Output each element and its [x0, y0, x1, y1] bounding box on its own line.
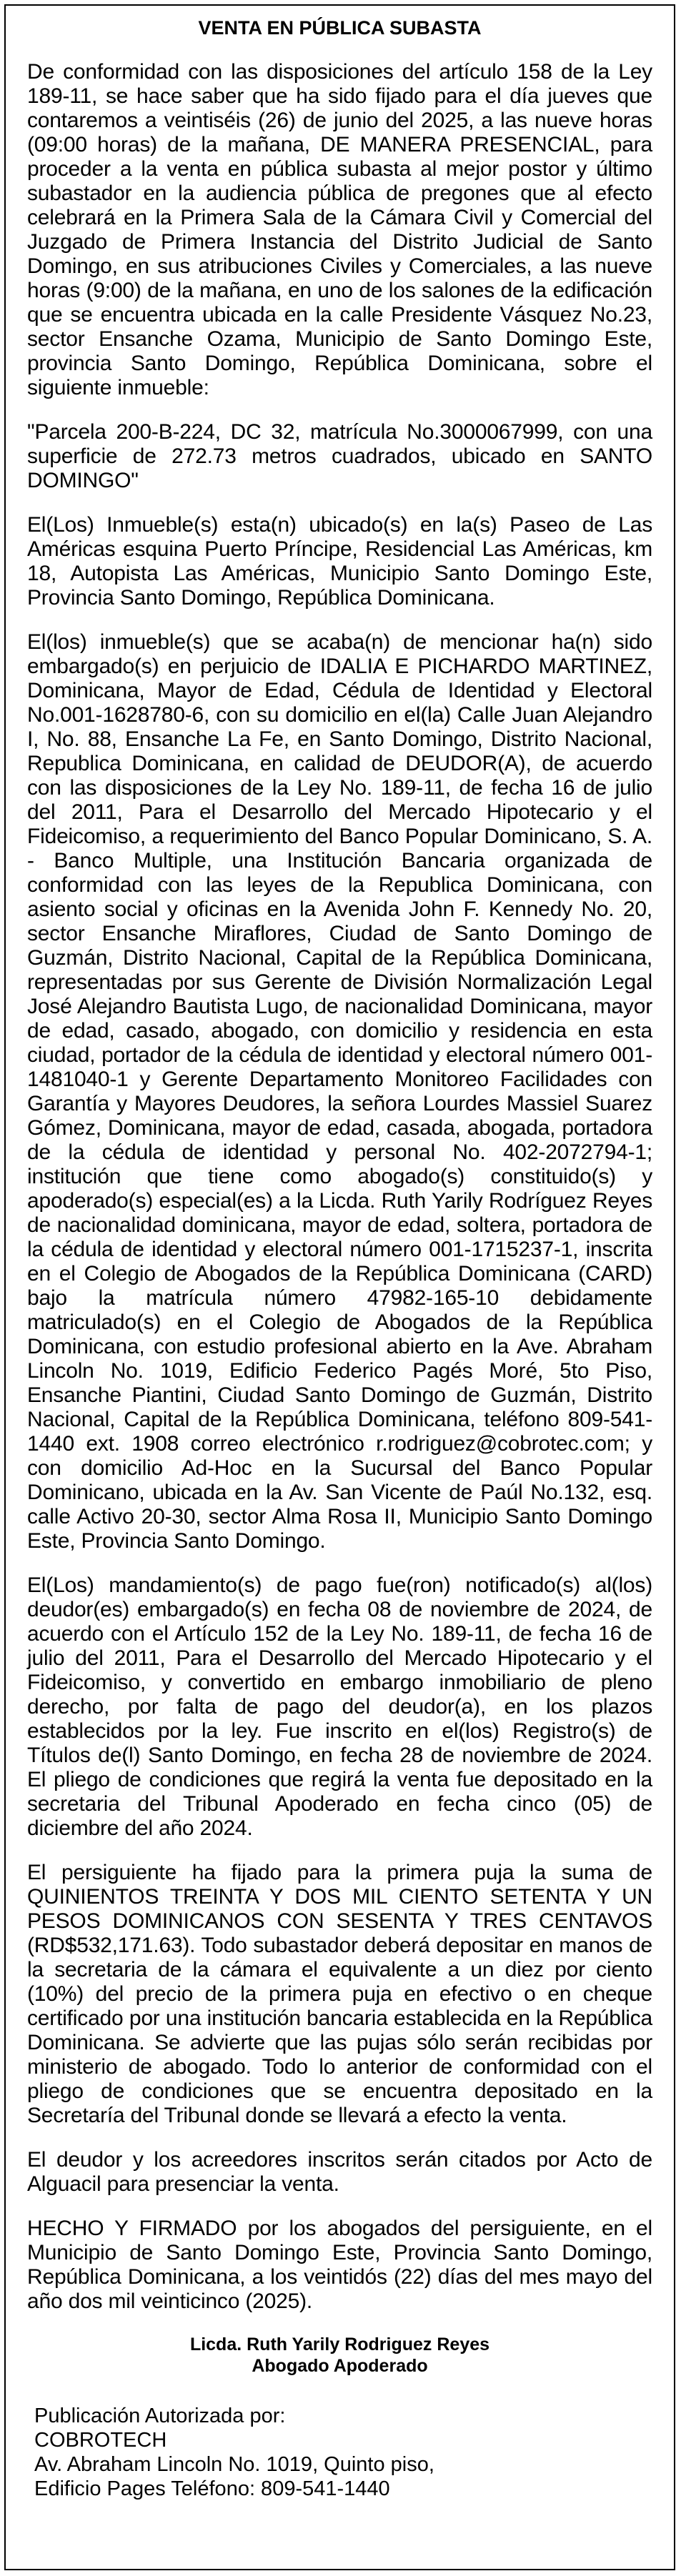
footer-building-phone: Edificio Pages Teléfono: 809-541-1440 [34, 2477, 390, 2500]
signature-role: Abogado Apoderado [252, 2356, 428, 2376]
publication-footer [27, 2404, 652, 2501]
paragraph-auction-announcement: De conformidad con las disposiciones del artículo 158 de la Ley 189-11, se hace saber que ha sido fijado para el día jueves que contaremos a veintiséis (26) de junio del 2025, a las nueve horas (09:00 horas) de la mañana, DE MANERA PRESENCIAL, para proceder a la venta en pública subasta al mejor postor y último subastador en la audiencia pública de pregones que al efecto celebrará en la Primera Sala de la Cámara Civil y Comercial del Juzgado de Primera Instancia del Distrito Judicial de Santo Domingo, en sus atribuciones Civiles y Comerciales, a las nueve horas (9:00) de la mañana, en uno de los salones de la edificación que se encuentra ubicada en la calle Presidente Vásquez No.23, sector Ensanche Ozama, Municipio de Santo Domingo Este, provincia Santo Domingo, República Dominicana, sobre el siguiente inmueble: [27, 60, 652, 399]
footer-authorized-by: Publicación Autorizada por: [34, 2405, 286, 2427]
paragraph-first-bid: El persiguiente ha fijado para la primera puja la suma de QUINIENTOS TREINTA Y DOS MIL CIENTO SETENTA Y UN PESOS DOMINICANOS CON SESENTA Y TRES CENTAVOS (RD$532,171.63). Todo subastador deberá depositar en manos de la secretaria de la cámara el equivalente a un diez por ciento (10%) del precio de la primera puja en efectivo o en cheque certificado por una institución bancaria establecida en la República Dominicana. Se advierte que las pujas sólo serán recibidas por ministerio de abogado. Todo lo anterior de conformidad con el pliego de condiciones que se encuentra depositado en la Secretaría del Tribunal donde se llevará a efecto la venta. [27, 1861, 652, 2127]
footer-address: Av. Abraham Lincoln No. 1019, Quinto piso, [34, 2453, 434, 2476]
paragraph-property-location: El(Los) Inmueble(s) esta(n) ubicado(s) en la(s) Paseo de Las Américas esquina Puerto Príncipe, Residencial Las Américas, km 18, Autopista Las Américas, Municipio Santo Domingo Este, Provincia Santo Domingo, República Dominicana. [27, 513, 652, 610]
signature-name: Licda. Ruth Yarily Rodriguez Reyes [189, 2334, 490, 2354]
paragraph-creditors-citation: El deudor y los acreedores inscritos serán citados por Acto de Alguacil para presenciar la venta. [27, 2148, 652, 2196]
legal-notice [4, 4, 675, 2570]
signature-block [27, 2334, 652, 2377]
paragraph-seizure-details: El(los) inmueble(s) que se acaba(n) de mencionar ha(n) sido embargado(s) en perjuicio de IDALIA E PICHARDO MARTINEZ, Dominicana, Mayor de Edad, Cédula de Identidad y Electoral No.001-1628780-6, con su domicilio en el(la) Calle Juan Alejandro I, No. 88, Ensanche La Fe, en Santo Domingo, Distrito Nacional, Republica Dominicana, en calidad de DEUDOR(A), de acuerdo con las disposiciones de la Ley No. 189-11, de fecha 16 de julio del 2011, Para el Desarrollo del Mercado Hipotecario y el Fideicomiso, a requerimiento del Banco Popular Dominicano, S. A. - Banco Multiple, una Institución Bancaria organizada de conformidad con las leyes de la Republica Dominicana, con asiento social y oficinas en la Avenida John F. Kennedy No. 20, sector Ensanche Miraflores, Ciudad de Santo Domingo de Guzmán, Distrito Nacional, Capital de la República Dominicana, representadas por sus Gerente de División Normalización Legal José Alejandro Bautista Lugo, de nacionalidad Dominicana, mayor de edad, casado, abogado, con domicilio y residencia en esta ciudad, portador de la cédula de identidad y electoral número 001-1481040-1 y Gerente Departamento Monitoreo Facilidades con Garantía y Mayores Deudores, la señora Lourdes Massiel Suarez Gómez, Dominicana, mayor de edad, casada, abogada, portadora de la cédula de identidad y personal No. 402-2072794-1; institución que tiene como abogado(s) constituido(s) y apoderado(s) especial(es) a la Licda. Ruth Yarily Rodríguez Reyes de nacionalidad dominicana, mayor de edad, soltera, portadora de la cédula de identidad y electoral número 001-1715237-1, inscrita en el Colegio de Abogados de la República Dominicana (CARD) bajo la matrícula número 47982-165-10 debidamente matriculado(s) en el Colegio de Abogados de la República Dominicana, con estudio profesional abierto en la Ave. Abraham Lincoln No. 1019, Edificio Federico Pagés Moré, 5to Piso, Ensanche Piantini, Ciudad Santo Domingo de Guzmán, Distrito Nacional, Capital de la República Dominicana, teléfono 809-541-1440 ext. 1908 correo electrónico r.rodriguez@cobrotec.com; y con domicilio Ad-Hoc en la Sucursal del Banco Popular Dominicano, ubicada en la Av. San Vicente de Paúl No.132, esq. calle Activo 20-30, sector Alma Rosa II, Municipio Santo Domingo Este, Provincia Santo Domingo. [27, 630, 652, 1553]
paragraph-property-description: "Parcela 200-B-224, DC 32, matrícula No.3000067999, con una superficie de 272.73 metros cuadrados, ubicado en SANTO DOMINGO" [27, 420, 652, 492]
notice-title: VENTA EN PÚBLICA SUBASTA [198, 17, 482, 39]
paragraph-signed-statement: HECHO Y FIRMADO por los abogados del persiguiente, en el Municipio de Santo Domingo Este, Provincia Santo Domingo, República Dominicana, a los veintidós (22) días del mes mayo del año dos mil veinticinco (2025). [27, 2217, 652, 2313]
paragraph-payment-order: El(Los) mandamiento(s) de pago fue(ron) notificado(s) al(los) deudor(es) embargado(s) en fecha 08 de noviembre de 2024, de acuerdo con el Artículo 152 de la Ley No. 189-11, de fecha 16 de julio del 2011, Para el Desarrollo del Mercado Hipotecario y el Fideicomiso, y convertido en embargo inmobiliario de pleno derecho, por falta de pago del deudor(a), en los plazos establecidos por la ley. Fue inscrito en el(los) Registro(s) de Títulos de(l) Santo Domingo, en fecha 28 de noviembre de 2024. El pliego de condiciones que regirá la venta fue depositado en la secretaria del Tribunal Apoderado en fecha cinco (05) de diciembre del año 2024. [27, 1573, 652, 1840]
footer-company-name: COBROTECH [34, 2429, 167, 2452]
